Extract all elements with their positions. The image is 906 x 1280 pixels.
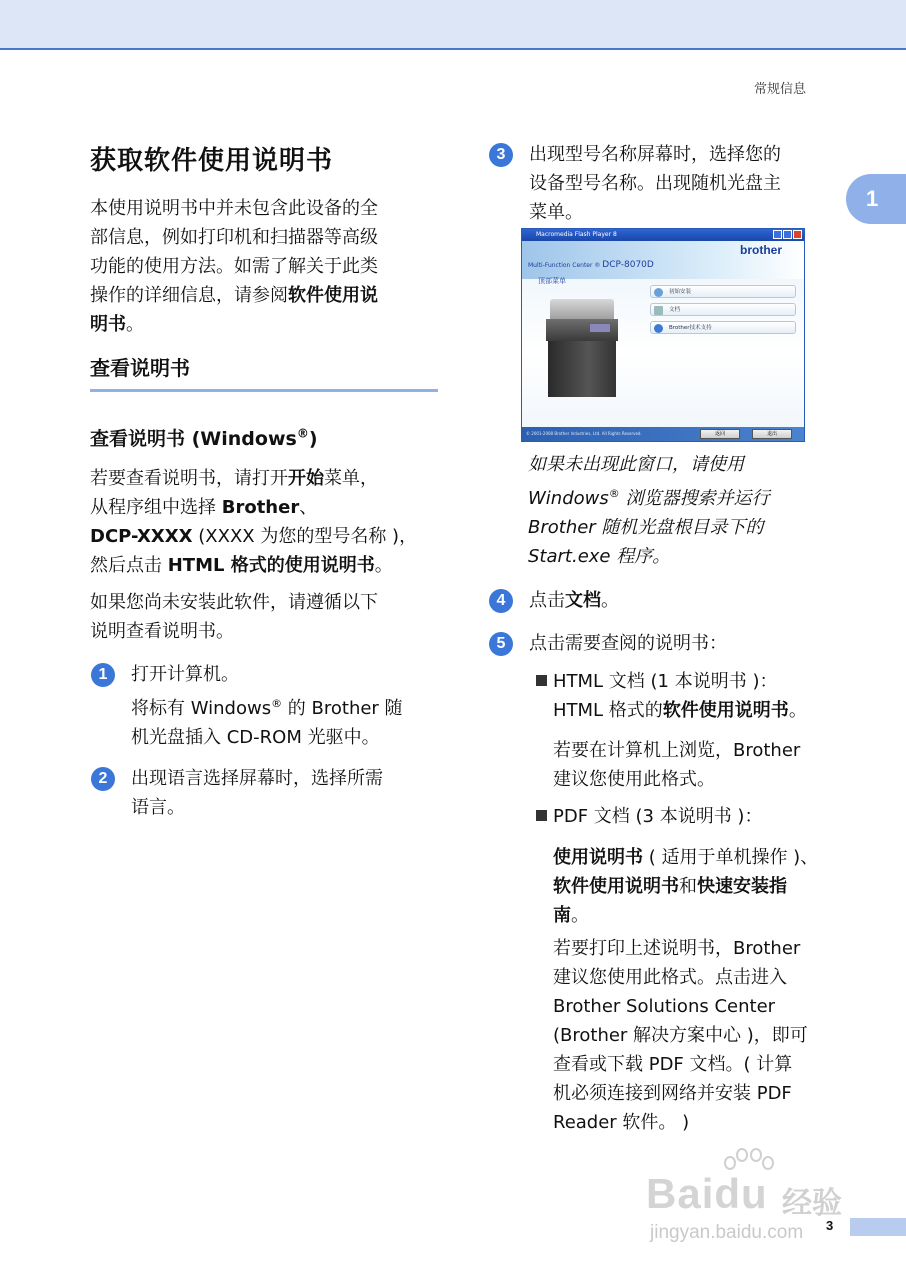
close-icon xyxy=(793,230,802,239)
step-text: 。 xyxy=(601,590,619,611)
footer-band xyxy=(850,1218,906,1236)
html-docs-note xyxy=(553,736,853,794)
note-text: Windows xyxy=(528,488,609,509)
step-number: 2 xyxy=(91,767,115,791)
note-text: 如果未出现此窗口，请使用 xyxy=(528,454,744,475)
instructions-paragraph xyxy=(90,464,440,580)
bullet-text: HTML 格式的 xyxy=(553,700,663,721)
bullet-text: PDF 文档 (3 本说明书 )： xyxy=(553,806,763,827)
html-guide-text: HTML 格式的使用说明书 xyxy=(167,555,375,576)
button-label: 文档 xyxy=(669,307,681,313)
step-number: 3 xyxy=(489,143,513,167)
registered-mark: ® xyxy=(271,697,283,710)
globe-icon xyxy=(654,324,663,333)
text: 和 xyxy=(679,876,697,897)
step-number: 4 xyxy=(489,589,513,613)
step-number: 1 xyxy=(91,663,115,687)
window-footer xyxy=(522,427,804,441)
subsection-heading-text: 查看说明书 (Windows xyxy=(90,428,297,450)
install-paragraph xyxy=(90,588,440,646)
text: 说明查看说明书。 xyxy=(90,621,234,642)
back-button: 返回 xyxy=(700,429,740,439)
note-text: 浏览器搜索并运行 xyxy=(619,488,770,509)
setup-icon xyxy=(654,288,663,297)
watermark-url: jingyan.baidu.com xyxy=(650,1222,804,1243)
button-label: Brother技术支持 xyxy=(669,325,712,331)
software-guide-text: 软件使用说明书 xyxy=(553,876,679,897)
step-text: 机光盘插入 CD-ROM 光驱中。 xyxy=(131,727,380,748)
exit-button: 退出 xyxy=(752,429,792,439)
registered-mark: ® xyxy=(296,426,309,441)
cd-menu-screenshot xyxy=(521,228,805,442)
model-name: DCP-8070D xyxy=(602,260,654,270)
text: Reader 软件。 ) xyxy=(553,1112,690,1133)
bullet-text: HTML 文档 (1 本说明书 )： xyxy=(553,671,778,692)
page-title: 获取软件使用说明书 xyxy=(90,146,334,176)
step-text: 点击 xyxy=(529,590,565,611)
step-text: 出现语言选择屏幕时，选择所需 xyxy=(131,768,383,789)
bullet-square-icon xyxy=(536,810,547,821)
step-text: 的 Brother 随 xyxy=(282,698,403,719)
copyright: © 2001-2008 Brother Industries, Ltd. All Rights Reserved. xyxy=(526,431,642,436)
registered-mark: ® xyxy=(608,487,620,500)
step-text: 出现型号名称屏幕时，选择您的 xyxy=(529,144,781,165)
step-text: 打开计算机。 xyxy=(131,664,239,685)
minimize-icon xyxy=(773,230,782,239)
text: 。 xyxy=(374,555,393,576)
text: 查看或下载 PDF 文档。( 计算 xyxy=(553,1054,793,1075)
text: 如果您尚未安装此软件，请遵循以下 xyxy=(90,592,378,613)
bullet-square-icon xyxy=(536,675,547,686)
text: 机必须连接到网络并安装 PDF xyxy=(553,1083,792,1104)
pdf-docs-list xyxy=(553,843,853,930)
bullet-text: 。 xyxy=(788,700,807,721)
html-docs-bullet xyxy=(536,667,856,725)
text: 建议您使用此格式。 xyxy=(553,769,715,790)
subsection-heading-end: ) xyxy=(308,428,318,450)
text: 若要查看说明书，请打开 xyxy=(90,468,288,489)
model-label xyxy=(528,260,654,270)
users-guide-text: 使用说明书 xyxy=(553,847,643,868)
watermark-cn: 经验 xyxy=(782,1186,842,1221)
step-text: 菜单。 xyxy=(529,202,583,223)
intro-bold: 软件使用说 xyxy=(288,285,378,306)
watermark-logo xyxy=(646,1170,768,1218)
note-text: Brother 随机光盘根目录下的 xyxy=(528,517,764,538)
step-text: 语言。 xyxy=(131,797,185,818)
pdf-docs-note xyxy=(553,934,853,1137)
printer-image xyxy=(544,299,620,397)
intro-line: 操作的详细信息，请参阅 xyxy=(90,285,288,306)
text: 建议您使用此格式。点击进入 xyxy=(553,967,787,988)
quick-setup-text: 南 xyxy=(553,905,571,926)
quick-setup-text: 快速安装指 xyxy=(697,876,787,897)
chapter-tab: 1 xyxy=(846,174,906,224)
button-label: 初始安装 xyxy=(669,289,692,295)
text: 从程序组中选择 xyxy=(90,497,222,518)
text: (XXXX 为您的型号名称 )， xyxy=(192,526,418,547)
subsection-heading xyxy=(90,424,318,451)
initial-setup-button xyxy=(650,285,796,298)
step-text: 点击需要查阅的说明书： xyxy=(529,633,727,654)
brand-logo: brother xyxy=(740,243,782,257)
baidu-watermark xyxy=(640,1148,855,1268)
model-text: DCP-XXXX xyxy=(90,526,193,547)
text: 然后点击 xyxy=(90,555,168,576)
mfc-text: Multi-Function Center ® xyxy=(528,262,601,269)
intro-bold: 明书 xyxy=(90,314,126,335)
text: (Brother 解决方案中心 )，即可 xyxy=(553,1025,808,1046)
section-heading: 查看说明书 xyxy=(90,352,438,392)
section-header: 常规信息 xyxy=(753,82,806,97)
text: 菜单， xyxy=(324,468,378,489)
support-button xyxy=(650,321,796,334)
start-menu-text: 开始 xyxy=(288,468,324,489)
software-guide-text: 软件使用说明书 xyxy=(662,700,789,721)
maximize-icon xyxy=(783,230,792,239)
window-title-bar xyxy=(522,229,804,241)
text: 、 xyxy=(299,497,318,518)
top-band xyxy=(0,0,906,50)
text: 。 xyxy=(571,905,589,926)
intro-line: 本使用说明书中并未包含此设备的全 xyxy=(90,198,378,219)
intro-line: 功能的使用方法。如需了解关于此类 xyxy=(90,256,378,277)
watermark-logo-text: du xyxy=(714,1170,768,1217)
document-icon xyxy=(654,306,663,315)
intro-end: 。 xyxy=(126,314,144,335)
step-text: 将标有 Windows xyxy=(131,698,272,719)
page-number: 3 xyxy=(826,1218,834,1233)
window-title: Macromedia Flash Player 8 xyxy=(536,231,617,238)
watermark-logo-text: Bai xyxy=(646,1170,715,1217)
step-number: 5 xyxy=(489,632,513,656)
step-text: 设备型号名称。出现随机光盘主 xyxy=(529,173,781,194)
documents-button xyxy=(650,303,796,316)
text: ( 适用于单机操作 )、 xyxy=(643,847,819,868)
top-menu-label: 顶部菜单 xyxy=(538,277,566,285)
documents-text: 文档 xyxy=(565,590,601,611)
text: 若要打印上述说明书，Brother xyxy=(553,938,801,959)
brother-text: Brother xyxy=(221,497,300,518)
note-text: Start.exe 程序。 xyxy=(528,546,671,567)
intro-paragraph xyxy=(90,194,440,339)
text: 若要在计算机上浏览，Brother xyxy=(553,740,801,761)
note-italic xyxy=(528,450,828,571)
pdf-docs-bullet xyxy=(536,802,856,831)
intro-line: 部信息，例如打印机和扫描器等高级 xyxy=(90,227,378,248)
text: Brother Solutions Center xyxy=(553,996,776,1017)
